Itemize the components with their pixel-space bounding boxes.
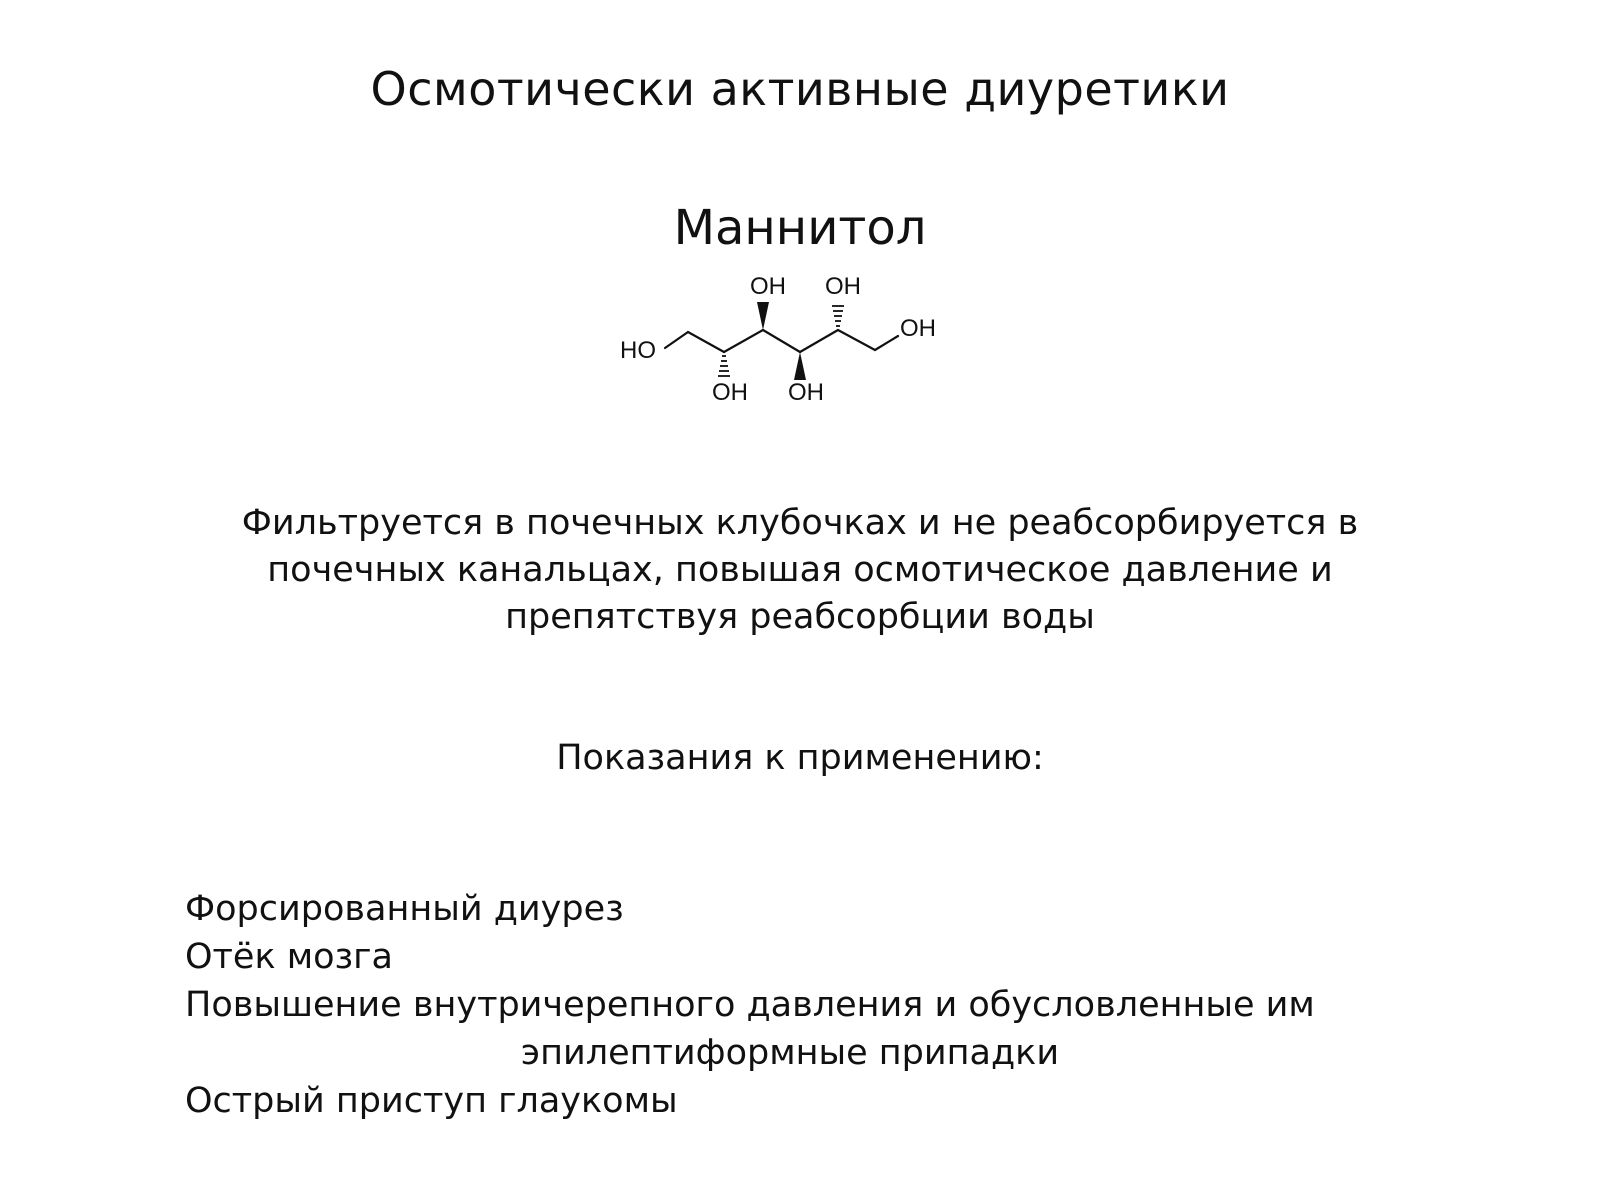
description-line-1: Фильтруется в почечных клубочках и не реабсорбируется в	[241, 503, 1359, 543]
backbone	[665, 330, 898, 352]
indications-heading: Показания к применению:	[556, 738, 1044, 778]
bond-c2-c3	[724, 330, 763, 352]
bond-c6-oh	[875, 336, 898, 350]
solid-wedge-c3	[757, 302, 769, 330]
bond-c1-c2	[688, 332, 724, 352]
mannitol-structure	[620, 270, 980, 420]
indication-item-line-2: эпилептиформные припадки	[520, 1033, 1060, 1073]
drug-name: Маннитол	[673, 200, 927, 256]
ho-left-label: HO	[620, 337, 656, 364]
indication-item: Острый приступ глаукомы	[185, 1081, 678, 1121]
indication-item	[185, 981, 1395, 1077]
bond-ho-c1	[665, 332, 688, 348]
indications-list	[185, 885, 1395, 1125]
oh-top-2-label: OH	[825, 273, 861, 300]
description-line-2: почечных канальцах, повышая осмотическое давление и	[267, 550, 1333, 590]
hashed-wedge-c2	[718, 356, 730, 376]
indication-item: Форсированный диурез	[185, 889, 624, 929]
indication-item-line-1: Повышение внутричерепного давления и обусловленные им	[185, 985, 1315, 1025]
oh-right-label: OH	[900, 315, 936, 342]
hashed-wedge-c5	[832, 306, 844, 326]
bond-c4-c5	[800, 330, 838, 352]
oh-top-1-label: OH	[750, 273, 786, 300]
slide-title: Осмотически активные диуретики	[370, 62, 1230, 116]
indication-item: Отёк мозга	[185, 937, 394, 977]
solid-wedge-c4	[794, 352, 806, 380]
description	[170, 500, 1430, 641]
description-line-3: препятствуя реабсорбции воды	[505, 597, 1095, 637]
oh-bottom-2-label: OH	[788, 379, 824, 406]
bond-c5-c6	[838, 330, 875, 350]
bond-c3-c4	[763, 330, 800, 352]
oh-bottom-1-label: OH	[712, 379, 748, 406]
